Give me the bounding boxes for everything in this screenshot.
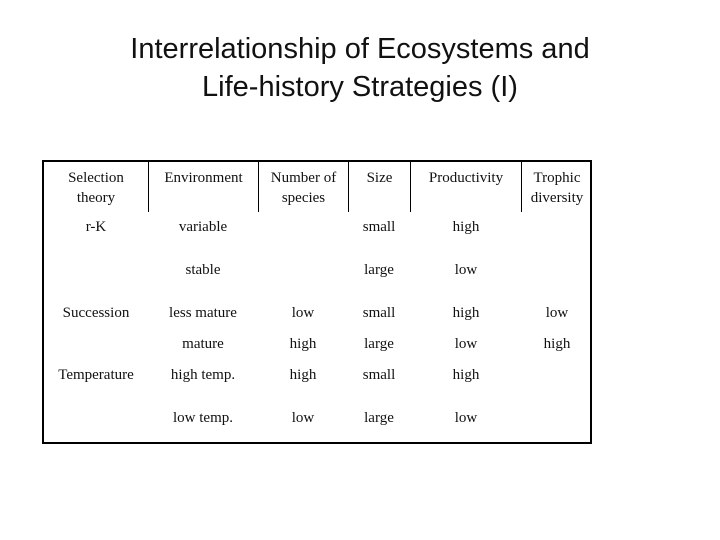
table-cell-environment: high temp. (170, 367, 236, 383)
table-cell-species: high (289, 336, 317, 352)
table-cell-environment: low temp. (173, 410, 233, 426)
header-productivity: Productivity (410, 160, 522, 212)
table-cell-environment: variable (178, 219, 228, 235)
table-cell-productivity: high (452, 305, 480, 321)
table-cell-trophic: low (545, 305, 569, 321)
header-environment: Environment (148, 160, 258, 212)
table-cell-size: large (364, 336, 394, 352)
table-cell-species: low (291, 305, 315, 321)
table-cell-productivity: low (454, 262, 478, 278)
page-title (0, 30, 720, 106)
header-number-of-species: Number of species (258, 160, 348, 212)
header-size: Size (348, 160, 410, 212)
table-cell-environment: stable (185, 262, 221, 278)
table-cell-size: large (364, 262, 394, 278)
header-selection-theory: Selection theory (44, 160, 148, 212)
table-cell-size: large (364, 410, 394, 426)
table-cell-theory: Temperature (58, 367, 134, 383)
ecosystem-strategy-table (42, 160, 592, 444)
table-cell-species: high (289, 367, 317, 383)
table-cell-environment: less mature (169, 305, 237, 321)
table-cell-size: small (362, 219, 396, 235)
table-cell-trophic: high (543, 336, 571, 352)
table-cell-species: low (291, 410, 315, 426)
table-cell-productivity: high (452, 219, 480, 235)
table-cell-productivity: high (452, 367, 480, 383)
header-trophic-diversity: Trophic diversity (522, 160, 592, 212)
table-cell-productivity: low (454, 410, 478, 426)
table-cell-productivity: low (454, 336, 478, 352)
table-cell-size: small (362, 305, 396, 321)
table-cell-size: small (362, 367, 396, 383)
title-line-2: Life-history Strategies (I) (202, 71, 518, 103)
title-line-1: Interrelationship of Ecosystems and (130, 33, 590, 65)
table-cell-theory: Succession (62, 305, 130, 321)
table-cell-theory: r-K (85, 219, 107, 235)
table-cell-environment: mature (182, 336, 224, 352)
